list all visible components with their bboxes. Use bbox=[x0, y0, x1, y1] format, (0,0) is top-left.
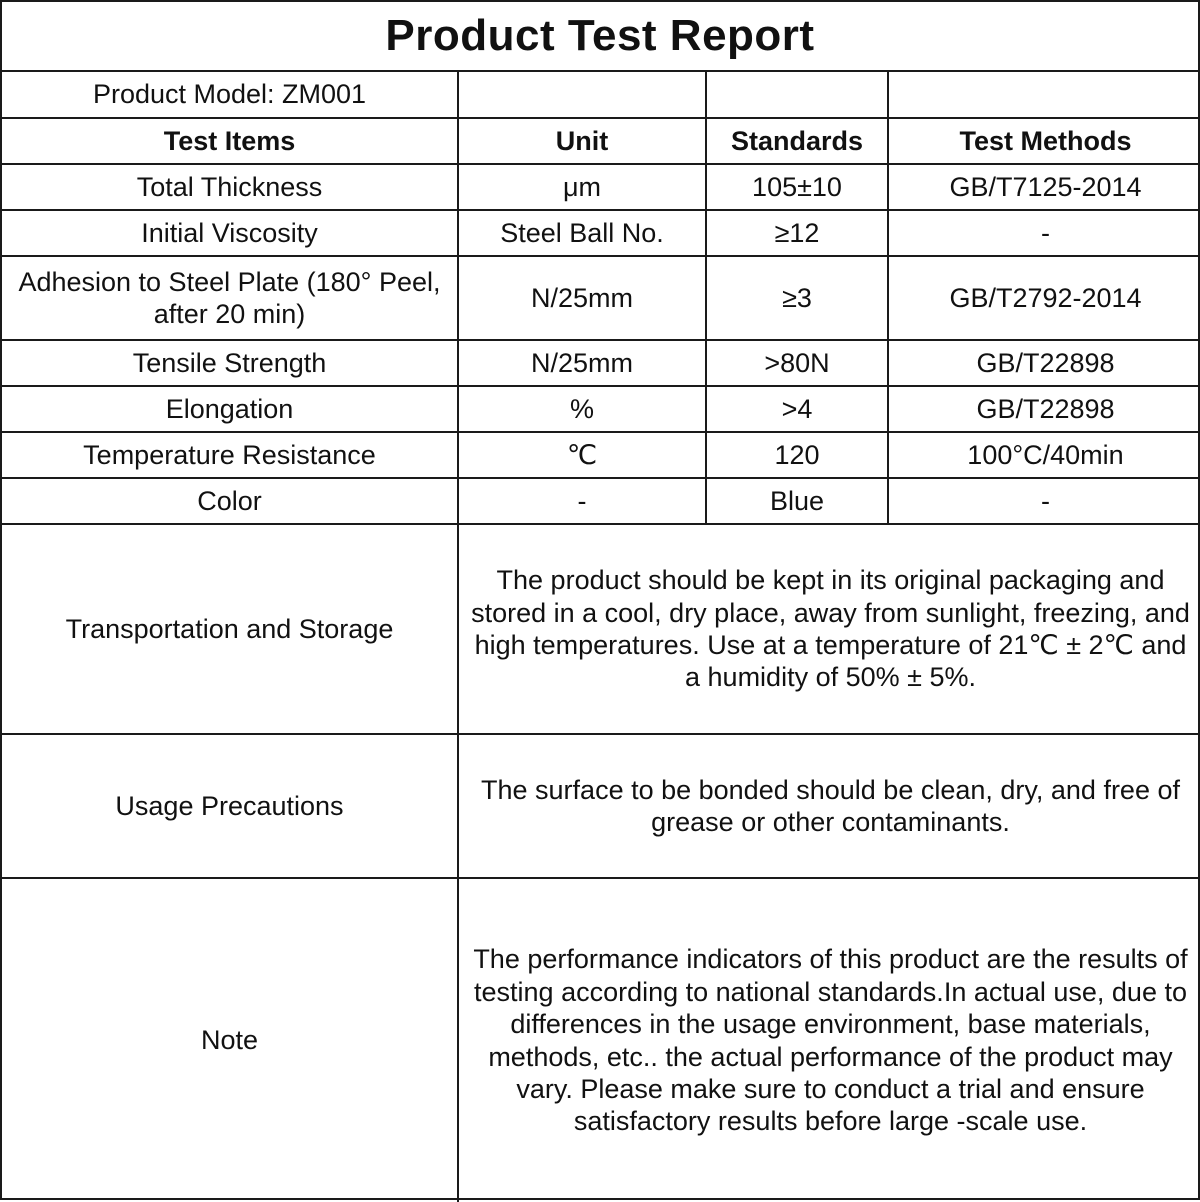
test-method: - bbox=[888, 478, 1200, 524]
table-row bbox=[2, 386, 1200, 432]
test-standard: 120 bbox=[706, 432, 888, 478]
empty-cell bbox=[458, 72, 706, 118]
test-item: Elongation bbox=[2, 386, 458, 432]
storage-label: Transportation and Storage bbox=[2, 524, 458, 734]
table-row bbox=[2, 432, 1200, 478]
table-row bbox=[2, 340, 1200, 386]
note-label: Note bbox=[2, 878, 458, 1202]
note-text: The performance indicators of this product are the results of testing according to national standards.In actual use, due to differences in the usage environment, base materials, methods, etc.. the actual performance of the product may vary. Please make sure to conduct a trial and ensure satisfactory results before large -scale use. bbox=[458, 878, 1200, 1202]
test-method: 100°C/40min bbox=[888, 432, 1200, 478]
test-standard: ≥12 bbox=[706, 210, 888, 256]
test-standard: 105±10 bbox=[706, 164, 888, 210]
test-standard: Blue bbox=[706, 478, 888, 524]
test-item: Temperature Resistance bbox=[2, 432, 458, 478]
header-standards: Standards bbox=[706, 118, 888, 164]
test-method: GB/T22898 bbox=[888, 340, 1200, 386]
test-unit: ℃ bbox=[458, 432, 706, 478]
test-unit: Steel Ball No. bbox=[458, 210, 706, 256]
test-item: Total Thickness bbox=[2, 164, 458, 210]
header-test-items: Test Items bbox=[2, 118, 458, 164]
test-item: Initial Viscosity bbox=[2, 210, 458, 256]
report-title: Product Test Report bbox=[2, 2, 1198, 72]
test-unit: N/25mm bbox=[458, 340, 706, 386]
test-item: Color bbox=[2, 478, 458, 524]
test-unit: - bbox=[458, 478, 706, 524]
precautions-text: The surface to be bonded should be clean, dry, and free of grease or other contaminants. bbox=[458, 734, 1200, 878]
test-item: Adhesion to Steel Plate (180° Peel, after 20 min) bbox=[2, 256, 458, 340]
note-row bbox=[2, 878, 1200, 1202]
report-table bbox=[2, 72, 1200, 1202]
table-row bbox=[2, 210, 1200, 256]
table-row bbox=[2, 256, 1200, 340]
test-method: GB/T22898 bbox=[888, 386, 1200, 432]
header-unit: Unit bbox=[458, 118, 706, 164]
empty-cell bbox=[706, 72, 888, 118]
test-standard: ≥3 bbox=[706, 256, 888, 340]
header-row bbox=[2, 118, 1200, 164]
test-item: Tensile Strength bbox=[2, 340, 458, 386]
test-standard: >80N bbox=[706, 340, 888, 386]
model-row bbox=[2, 72, 1200, 118]
product-model: Product Model: ZM001 bbox=[2, 72, 458, 118]
test-method: GB/T7125-2014 bbox=[888, 164, 1200, 210]
test-method: - bbox=[888, 210, 1200, 256]
storage-text: The product should be kept in its original packaging and stored in a cool, dry place, away from sunlight, freezing, and high temperatures. Use at a temperature of 21℃ ± 2℃ and a humidity of 50% ± 5%. bbox=[458, 524, 1200, 734]
precautions-label: Usage Precautions bbox=[2, 734, 458, 878]
storage-row bbox=[2, 524, 1200, 734]
test-unit: N/25mm bbox=[458, 256, 706, 340]
test-standard: >4 bbox=[706, 386, 888, 432]
empty-cell bbox=[888, 72, 1200, 118]
header-test-methods: Test Methods bbox=[888, 118, 1200, 164]
table-row bbox=[2, 164, 1200, 210]
test-method: GB/T2792-2014 bbox=[888, 256, 1200, 340]
test-unit: % bbox=[458, 386, 706, 432]
test-unit: μm bbox=[458, 164, 706, 210]
precautions-row bbox=[2, 734, 1200, 878]
table-row bbox=[2, 478, 1200, 524]
